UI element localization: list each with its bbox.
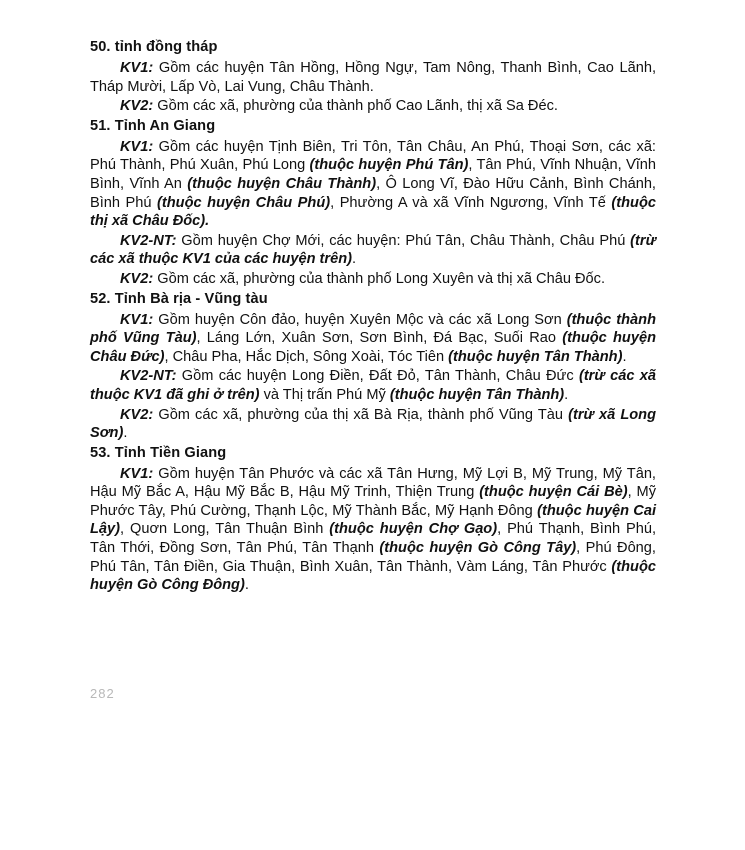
region-label: KV1: [120, 138, 154, 155]
body-text: Gồm các huyện Long Điền, Đất Đỏ, Tân Thành, Châu Đức [176, 368, 579, 385]
body-text: . [351, 251, 357, 268]
region-label: KV2-NT: [120, 232, 177, 249]
emphasis-text: (thuộc huyện Gò Công Đông) [90, 558, 656, 594]
body-text: , Phú Đông, Phú Tân, Tân Điền, Gia Thuận, Bình Xuân, Tân Thành, Vàm Láng, Tân Phước [90, 540, 656, 575]
body-text: . [622, 348, 627, 365]
emphasis-text: (thuộc huyện Châu Thành) [187, 175, 377, 192]
region-paragraph [90, 270, 656, 289]
body-text: Gồm các huyện Tịnh Biên, Tri Tôn, Tân Châu, An Phú, Thoại Sơn, các xã: Phú Thành, Phú Xuân, Phú Long [90, 138, 656, 174]
section-heading: 53. Tỉnh Tiền Giang [90, 444, 227, 461]
body-text: Gồm huyện Chợ Mới, các huyện: Phú Tân, Châu Thành, Châu Phú [176, 232, 631, 249]
body-text: Gồm các xã, phường của thành phố Long Xuyên và thị xã Châu Đốc. [153, 270, 606, 287]
emphasis-text: (thuộc huyện Gò Công Tây) [379, 540, 577, 557]
body-text: , Phú Thạnh, Bình Phú, Tân Thới, Đồng Sơn, Tân Phú, Tân Thạnh [90, 521, 657, 557]
region-label: KV2: [120, 98, 154, 115]
section-heading: 50. tỉnh đồng tháp [90, 39, 218, 55]
body-text: Gồm huyện Côn đảo, huyện Xuyên Mộc và các xã Long Sơn [153, 311, 567, 328]
body-text: , Láng Lớn, Xuân Sơn, Sơn Bình, Đá Bạc, Suối Rao [196, 330, 563, 347]
body-text: Gồm các xã, phường của thị xã Bà Rịa, thành phố Vũng Tàu [153, 406, 569, 423]
region-label: KV2: [120, 406, 154, 423]
body-text: Gồm huyện Tân Phước và các xã Tân Hưng, Mỹ Lợi B, Mỹ Trung, Mỹ Tân, Hậu Mỹ Bắc A, Hậu Mỹ Bắc B, Hậu Mỹ Trinh, Thiện Trung [90, 465, 656, 501]
section [90, 444, 656, 595]
body-text: và Thị trấn Phú Mỹ [259, 386, 390, 403]
emphasis-text: (trừ xã Long Sơn) [90, 406, 656, 442]
section-list [90, 38, 656, 595]
region-label: KV1: [120, 311, 154, 328]
section-heading: 52. Tỉnh Bà rịa - Vũng tàu [90, 290, 268, 307]
body-text: , Mỹ Phước Tây, Phú Cường, Thạnh Lộc, Mỹ Thành Bắc, Mỹ Hạnh Đông [90, 484, 656, 519]
page-number: 282 [90, 686, 115, 701]
region-paragraph [90, 232, 656, 269]
body-text: . [244, 577, 249, 594]
body-text: , Phường A và xã Vĩnh Ngương, Vĩnh Tế [330, 194, 612, 211]
emphasis-text: (thuộc huyện Tân Thành) [448, 348, 623, 365]
document-page [90, 38, 656, 596]
section [90, 290, 656, 443]
emphasis-text: (thuộc thành phố Vũng Tàu) [90, 311, 656, 347]
region-paragraph [90, 406, 656, 443]
body-text: Gồm các xã, phường của thành phố Cao Lãnh, thị xã Sa Đéc. [153, 98, 558, 115]
body-text: , Ô Long Vĩ, Đào Hữu Cảnh, Bình Chánh, Bình Phú [90, 175, 656, 211]
emphasis-text: (trừ các xã thuộc KV1 đã ghi ở trên) [90, 368, 656, 403]
region-paragraph [90, 367, 656, 404]
section [90, 117, 656, 289]
body-text: Gồm các huyện Tân Hồng, Hồng Ngự, Tam Nông, Thanh Bình, Cao Lãnh, Tháp Mười, Lấp Vò, Lai Vung, Châu Thành. [90, 60, 656, 95]
emphasis-text: (thuộc huyện Chợ Gạo) [329, 521, 498, 538]
emphasis-text: (thuộc huyện Tân Thành) [389, 386, 565, 403]
body-text: , Quơn Long, Tân Thuận Bình [120, 521, 330, 538]
emphasis-text: (trừ các xã thuộc KV1 của các huyện trên) [90, 232, 656, 268]
region-label: KV2: [120, 270, 154, 287]
emphasis-text: (thuộc huyện Châu Phú) [157, 194, 331, 211]
body-text: . [123, 425, 128, 442]
region-label: KV1: [120, 60, 154, 76]
emphasis-text: (thuộc thị xã Châu Đốc). [90, 194, 656, 230]
region-paragraph [90, 311, 656, 367]
emphasis-text: (thuộc huyện Châu Đức) [90, 330, 656, 365]
body-text: . [564, 386, 569, 403]
section [90, 38, 656, 116]
region-label: KV2-NT: [120, 368, 177, 385]
section-heading: 51. Tỉnh An Giang [90, 117, 216, 134]
emphasis-text: (thuộc huyện Phú Tân) [309, 157, 469, 174]
body-text: , Châu Pha, Hắc Dịch, Sông Xoài, Tóc Tiên [164, 348, 449, 365]
emphasis-text: (thuộc huyện Cai Lậy) [90, 502, 656, 538]
region-paragraph [90, 138, 656, 231]
body-text: , Tân Phú, Vĩnh Nhuận, Vĩnh Bình, Vĩnh An [90, 157, 656, 192]
region-paragraph [90, 59, 656, 96]
region-label: KV1: [120, 465, 154, 482]
region-paragraph [90, 465, 656, 595]
emphasis-text: (thuộc huyện Cái Bè) [479, 484, 628, 501]
region-paragraph [90, 97, 656, 116]
